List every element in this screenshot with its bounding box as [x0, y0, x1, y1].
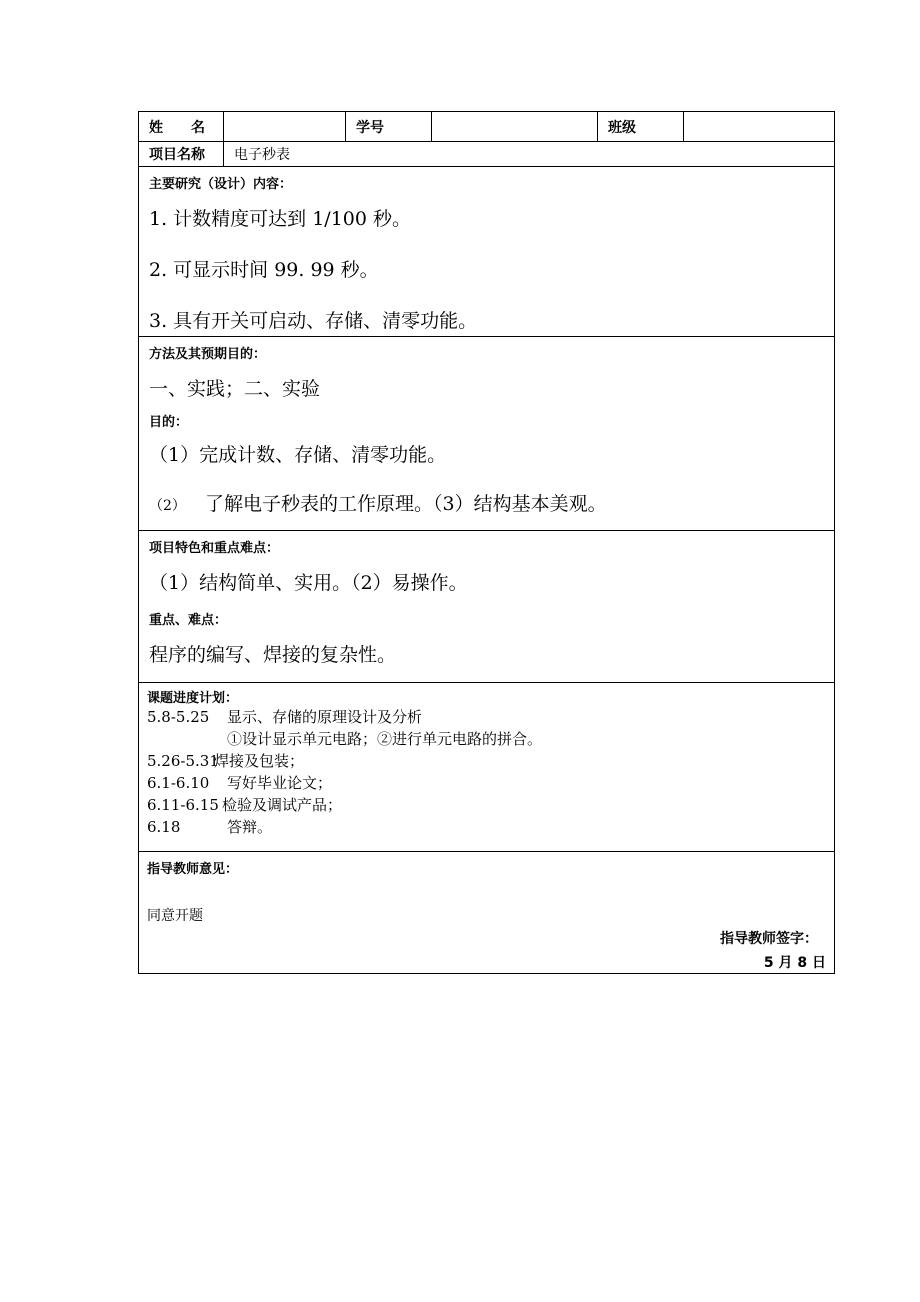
schedule-line [147, 728, 824, 750]
content-item-2: 2. 可显示时间 99. 99 秒。 [149, 259, 379, 281]
schedule-section [139, 683, 834, 852]
schedule-date: 6.11-6.15 [147, 796, 219, 814]
methods-text: 一、实践；二、实验 [149, 378, 321, 400]
purpose-item-1: （1）完成计数、存储、清零功能。 [149, 444, 447, 466]
schedule-task: 显示、存储的原理设计及分析 [227, 708, 423, 726]
advisor-date: 5 月 8 日 [763, 955, 826, 971]
schedule-line [147, 750, 824, 772]
purpose-item-2 [149, 489, 824, 516]
proposal-form [138, 111, 835, 974]
research-content-heading: 主要研究（设计）内容： [149, 177, 293, 192]
project-row [139, 142, 834, 167]
features-heading: 项目特色和重点难点： [149, 541, 280, 556]
schedule-list [147, 706, 824, 838]
method-heading: 方法及其预期目的： [149, 347, 267, 362]
student-id-label: 学号 [346, 112, 432, 141]
schedule-date: 6.1-6.10 [147, 774, 210, 792]
student-id-field[interactable] [432, 112, 598, 141]
schedule-line [147, 794, 824, 816]
features-text: （1）结构简单、实用。（2）易操作。 [149, 572, 468, 594]
schedule-line [147, 706, 824, 728]
schedule-heading: 课题进度计划： [147, 691, 239, 706]
schedule-task: 答辩。 [227, 818, 273, 836]
schedule-task: 写好毕业论文； [227, 774, 333, 792]
schedule-task: 检验及调试产品； [222, 796, 343, 814]
difficulty-label: 重点、难点： [149, 613, 228, 628]
advisor-signature-label: 指导教师签字： [720, 931, 818, 947]
name-field[interactable] [224, 112, 346, 141]
research-content-section [139, 167, 834, 337]
project-name-value: 电子秒表 [234, 147, 290, 163]
advisor-opinion: 同意开题 [147, 908, 203, 924]
difficulty-text: 程序的编写、焊接的复杂性。 [149, 644, 397, 666]
method-section [139, 337, 834, 531]
schedule-line [147, 772, 824, 794]
project-name-label: 项目名称 [139, 142, 224, 166]
purpose-item-2-text: 了解电子秒表的工作原理。（3）结构基本美观。 [205, 493, 607, 515]
class-label: 班级 [598, 112, 684, 141]
features-section [139, 531, 834, 683]
content-item-1: 1. 计数精度可达到 1/100 秒。 [149, 208, 412, 230]
schedule-date: 6.18 [147, 818, 181, 836]
schedule-date [147, 728, 227, 750]
advisor-section [139, 852, 834, 973]
content-item-3: 3. 具有开关可启动、存储、清零功能。 [149, 310, 478, 332]
header-row [139, 112, 834, 142]
schedule-line [147, 816, 824, 838]
schedule-task: 焊接及包装； [214, 752, 305, 770]
advisor-heading: 指导教师意见： [147, 862, 239, 877]
purpose-label: 目的： [149, 415, 189, 430]
schedule-date: 5.8-5.25 [147, 708, 210, 726]
schedule-task: ①设计显示单元电路；②进行单元电路的拼合。 [227, 730, 543, 748]
class-field[interactable] [684, 112, 834, 141]
name-label: 姓 名 [139, 112, 224, 141]
schedule-date: 5.26-5.31 [147, 752, 219, 770]
purpose-item-2-number: （2） [149, 498, 186, 514]
